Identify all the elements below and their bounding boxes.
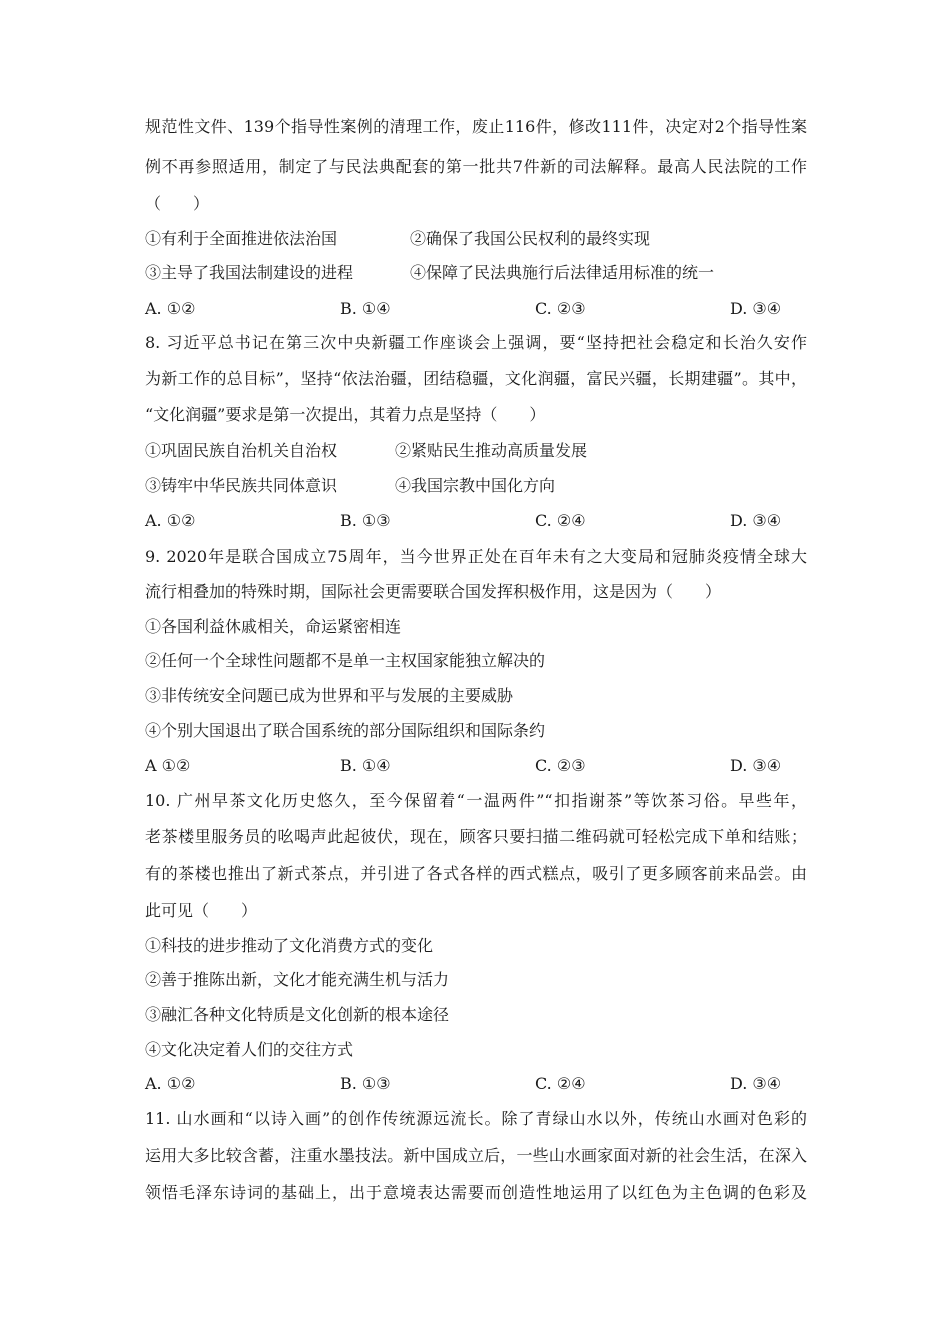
q7-options <box>145 299 825 319</box>
q9-item-4: ④个别大国退出了联合国系统的部分国际组织和国际条约 <box>145 721 546 740</box>
q8-option-a[interactable]: A. ①② <box>145 511 196 530</box>
q7-choice-4: ④保障了民法典施行后法律适用标准的统一 <box>410 263 715 282</box>
q10-item-3: ③融汇各种文化特质是文化创新的根本途径 <box>145 1005 450 1024</box>
q7-option-a[interactable]: A. ①② <box>145 299 196 318</box>
q11-line-2: 运用大多比较含蓄，注重水墨技法。新中国成立后，一些山水画家面对新的社会生活，在深入 <box>145 1146 807 1165</box>
q7-option-c[interactable]: C. ②③ <box>535 299 586 318</box>
q8-choice-4: ④我国宗教中国化方向 <box>395 476 556 495</box>
q8-choices-row-2 <box>145 476 825 496</box>
q8-line-1: 8. 习近平总书记在第三次中央新疆工作座谈会上强调，要“坚持把社会稳定和长治久安作 <box>145 333 807 352</box>
q8-choices-row-1 <box>145 441 825 461</box>
q11-line-3: 领悟毛泽东诗词的基础上，出于意境表达需要而创造性地运用了以红色为主色调的色彩及 <box>145 1183 807 1202</box>
q8-option-b[interactable]: B. ①③ <box>340 511 391 530</box>
q10-item-2: ②善于推陈出新，文化才能充满生机与活力 <box>145 970 450 989</box>
q9-option-b[interactable]: B. ①④ <box>340 756 391 775</box>
q7-option-d[interactable]: D. ③④ <box>730 299 782 318</box>
q10-item-1: ①科技的进步推动了文化消费方式的变化 <box>145 936 434 955</box>
q8-choice-1: ①巩固民族自治机关自治权 <box>145 441 338 460</box>
q7-choice-1: ①有利于全面推进依法治国 <box>145 229 338 248</box>
q7-choice-2: ②确保了我国公民权利的最终实现 <box>410 229 651 248</box>
q11-line-1: 11. 山水画和“以诗入画”的创作传统源远流长。除了青绿山水以外，传统山水画对色彩的 <box>145 1109 807 1128</box>
q7-line-3: （ ） <box>145 194 210 213</box>
q8-option-c[interactable]: C. ②④ <box>535 511 586 530</box>
q9-option-a[interactable]: A ①② <box>145 756 191 775</box>
q8-options <box>145 511 825 531</box>
q8-line-2: 为新工作的总目标”，坚持“依法治疆，团结稳疆，文化润疆，富民兴疆，长期建疆”。其中， <box>145 369 807 388</box>
q9-item-3: ③非传统安全问题已成为世界和平与发展的主要威胁 <box>145 686 514 705</box>
q10-line-2: 老茶楼里服务员的吆喝声此起彼伏，现在，顾客只要扫描二维码就可轻松完成下单和结账； <box>145 827 807 846</box>
q9-item-2: ②任何一个全球性问题都不是单一主权国家能独立解决的 <box>145 651 546 670</box>
q10-line-3: 有的茶楼也推出了新式茶点，并引进了各式各样的西式糕点，吸引了更多顾客前来品尝。由 <box>145 864 807 883</box>
q7-choices-row-2 <box>145 263 825 283</box>
q7-line-1: 规范性文件、139个指导性案例的清理工作，废止116件，修改111件，决定对2个指导性案 <box>145 117 807 136</box>
q9-line-2: 流行相叠加的特殊时期，国际社会更需要联合国发挥积极作用，这是因为（ ） <box>145 582 722 601</box>
q10-line-1: 10. 广州早茶文化历史悠久，至今保留着“一温两件”“扣指谢茶”等饮茶习俗。早些年， <box>145 791 807 810</box>
q9-item-1: ①各国利益休戚相关，命运紧密相连 <box>145 617 402 636</box>
q10-option-d[interactable]: D. ③④ <box>730 1074 782 1093</box>
q7-choice-3: ③主导了我国法制建设的进程 <box>145 263 354 282</box>
q8-line-3: “文化润疆”要求是第一次提出，其着力点是坚持（ ） <box>145 405 546 424</box>
q10-item-4: ④文化决定着人们的交往方式 <box>145 1040 354 1059</box>
q10-option-b[interactable]: B. ①③ <box>340 1074 391 1093</box>
q9-line-1: 9. 2020年是联合国成立75周年，当今世界正处在百年未有之大变局和冠肺炎疫情全球大 <box>145 547 807 566</box>
q7-choices-row-1 <box>145 229 825 249</box>
q8-choice-3: ③铸牢中华民族共同体意识 <box>145 476 338 495</box>
q9-options <box>145 756 825 776</box>
q10-line-4: 此可见（ ） <box>145 901 258 920</box>
q9-option-c[interactable]: C. ②③ <box>535 756 586 775</box>
q10-options <box>145 1074 825 1094</box>
q8-option-d[interactable]: D. ③④ <box>730 511 782 530</box>
q10-option-c[interactable]: C. ②④ <box>535 1074 586 1093</box>
q7-option-b[interactable]: B. ①④ <box>340 299 391 318</box>
q10-option-a[interactable]: A. ①② <box>145 1074 196 1093</box>
q7-line-2: 例不再参照适用，制定了与民法典配套的第一批共7件新的司法解释。最高人民法院的工作 <box>145 157 807 176</box>
q8-choice-2: ②紧贴民生推动高质量发展 <box>395 441 588 460</box>
q9-option-d[interactable]: D. ③④ <box>730 756 782 775</box>
